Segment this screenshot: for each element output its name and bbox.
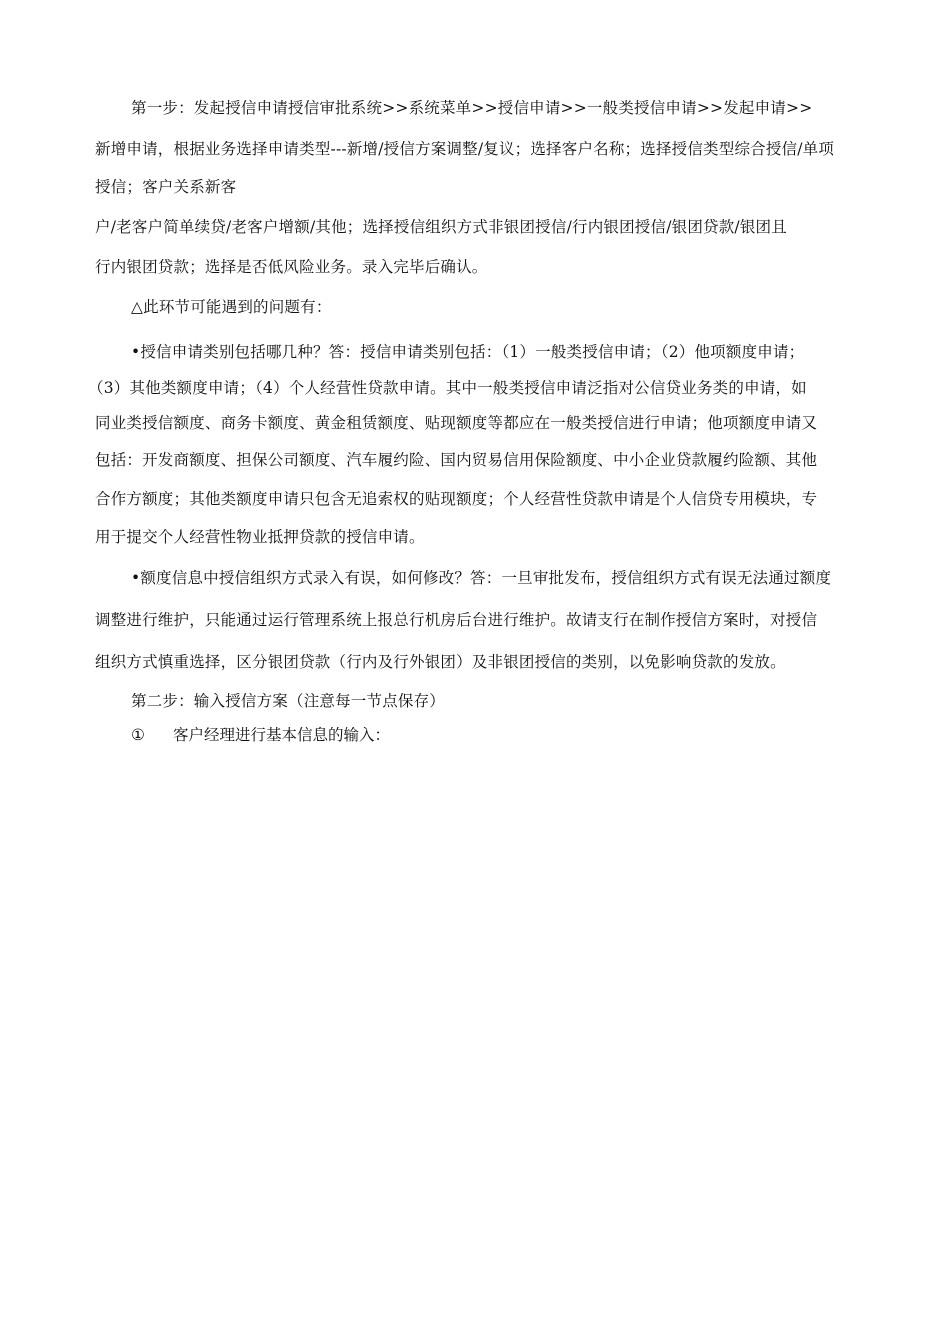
step1-line-3: 授信；客户关系新客 bbox=[95, 178, 237, 196]
item1-marker: ① bbox=[131, 726, 145, 744]
qa2-line-3: 组织方式慎重选择，区分银团贷款（行内及行外银团）及非银团授信的类别，以免影响贷款的发放。 bbox=[95, 653, 786, 671]
item1 bbox=[131, 724, 390, 746]
step1-line-4: 户/老客户简单续贷/老客户增额/其他；选择授信组织方式非银团授信/行内银团授信/银团贷款/银团且 bbox=[95, 218, 787, 236]
step2-heading: 第二步：输入授信方案（注意每一节点保存） bbox=[131, 692, 446, 710]
qa1-line-4: 包括：开发商额度、担保公司额度、汽车履约险、国内贸易信用保险额度、中小企业贷款履约险额、其他 bbox=[95, 451, 818, 469]
issues-heading: △此环节可能遇到的问题有： bbox=[131, 298, 332, 316]
qa2-line-2: 调整进行维护，只能通过运行管理系统上报总行机房后台进行维护。故请支行在制作授信方案时，对授信 bbox=[95, 611, 818, 629]
qa1-line-2: （3）其他类额度申请；（4）个人经营性贷款申请。其中一般类授信申请泛指对公信贷业务类的申请，如 bbox=[88, 379, 807, 397]
item1-text: 客户经理进行基本信息的输入： bbox=[173, 726, 391, 744]
qa1-line-3: 同业类授信额度、商务卡额度、黄金租赁额度、贴现额度等都应在一般类授信进行申请；他项额度申请又 bbox=[95, 414, 818, 432]
qa1-line-6: 用于提交个人经营性物业抵押贷款的授信申请。 bbox=[95, 528, 425, 546]
step1-line-2: 新增申请，根据业务选择申请类型---新增/授信方案调整/复议；选择客户名称；选择授信类型综合授信/单项 bbox=[95, 140, 835, 158]
step1-line-5: 行内银团贷款；选择是否低风险业务。录入完毕后确认。 bbox=[95, 258, 488, 276]
qa1-line-5: 合作方额度；其他类额度申请只包含无追索权的贴现额度；个人经营性贷款申请是个人信贷专用模块，专 bbox=[95, 490, 818, 508]
qa1-line-1: •授信申请类别包括哪几种？答：授信申请类别包括：（1）一般类授信申请；（2）他项额度申请； bbox=[131, 343, 805, 361]
step1-line-1: 第一步：发起授信申请授信审批系统>>系统菜单>>授信申请>>一般类授信申请>>发起申请>> bbox=[131, 99, 813, 117]
qa2-line-1: •额度信息中授信组织方式录入有误，如何修改？答：一旦审批发布，授信组织方式有误无法通过额度 bbox=[131, 569, 832, 587]
